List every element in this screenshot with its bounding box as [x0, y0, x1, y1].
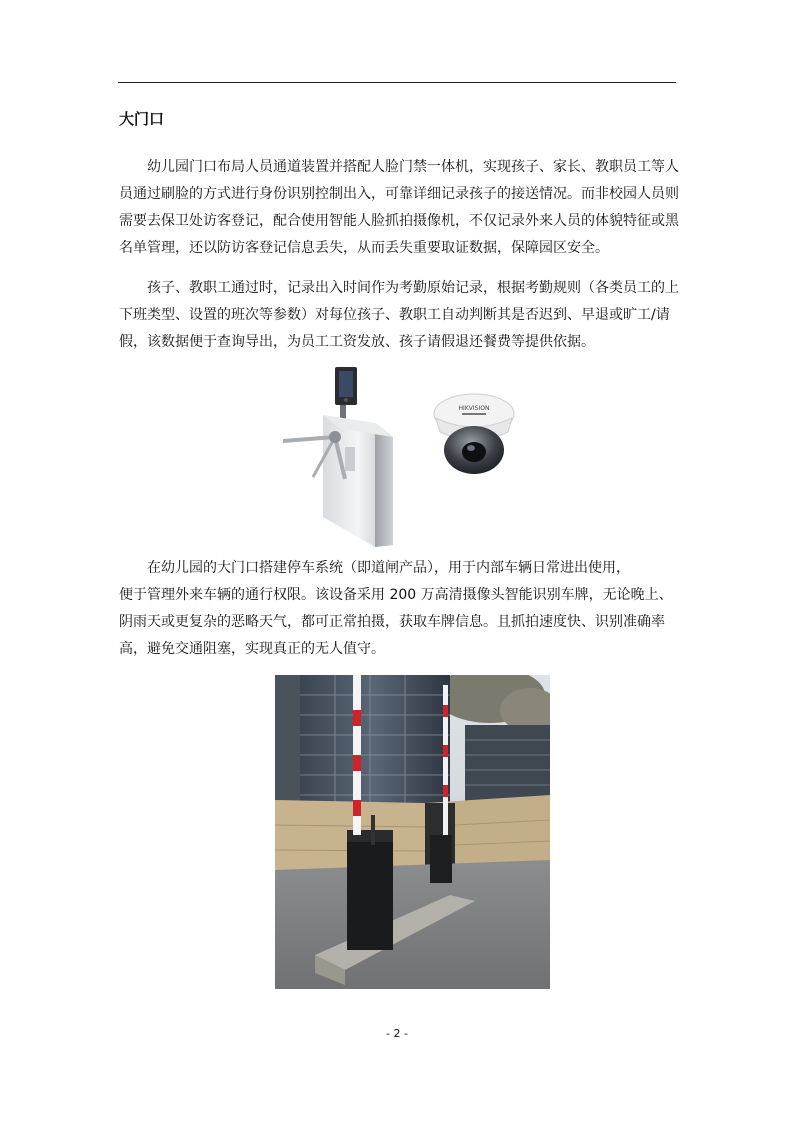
turnstile-gate-image	[283, 367, 403, 547]
section-heading: 大门口	[119, 110, 165, 128]
parking-barrier-photo	[275, 675, 550, 989]
paragraph-parking-system	[119, 555, 679, 663]
paragraph-entrance-face-access: 幼儿园门口布局人员通道装置并搭配人脸门禁一体机，实现孩子、家长、教职员工等人员通过刷脸的方式进行身份识别控制出入，可靠详细记录孩子的接送情况。而非校园人员则需要去保卫处访客登记，配合使用智能人脸抓拍摄像机，不仅记录外来人员的体貌特征或黑名单管理，还以防访客登记信息丢失，从而丢失重要取证数据，保障园区安全。	[119, 159, 679, 256]
paragraph-parking-rest: 便于管理外来车辆的通行权限。该设备采用 200 万高清摄像头智能识别车牌，无论晚上、阴雨天或更复杂的恶略天气，都可正常拍摄，获取车牌信息。且抓拍速度快、识别准确率高，避免交通阻塞，实现真正的无人值守。	[119, 587, 673, 657]
page-number: - 2 -	[386, 1027, 408, 1040]
camera-brand-text: HIKVISION	[458, 405, 490, 412]
header-rule	[118, 82, 676, 83]
dome-camera-image	[430, 392, 518, 478]
paragraph-attendance: 孩子、教职工通过时，记录出入时间作为考勤原始记录，根据考勤规则（各类员工的上下班类型、设置的班次等参数）对每位孩子、教职工自动判断其是否迟到、早退或旷工/请假，该数据便于查询导出，为员工工资发放、孩子请假退还餐费等提供依据。	[119, 280, 679, 350]
paragraph-parking-line-1: 在幼儿园的大门口搭建停车系统（即道闸产品），用于内部车辆日常进出使用，	[147, 560, 630, 576]
